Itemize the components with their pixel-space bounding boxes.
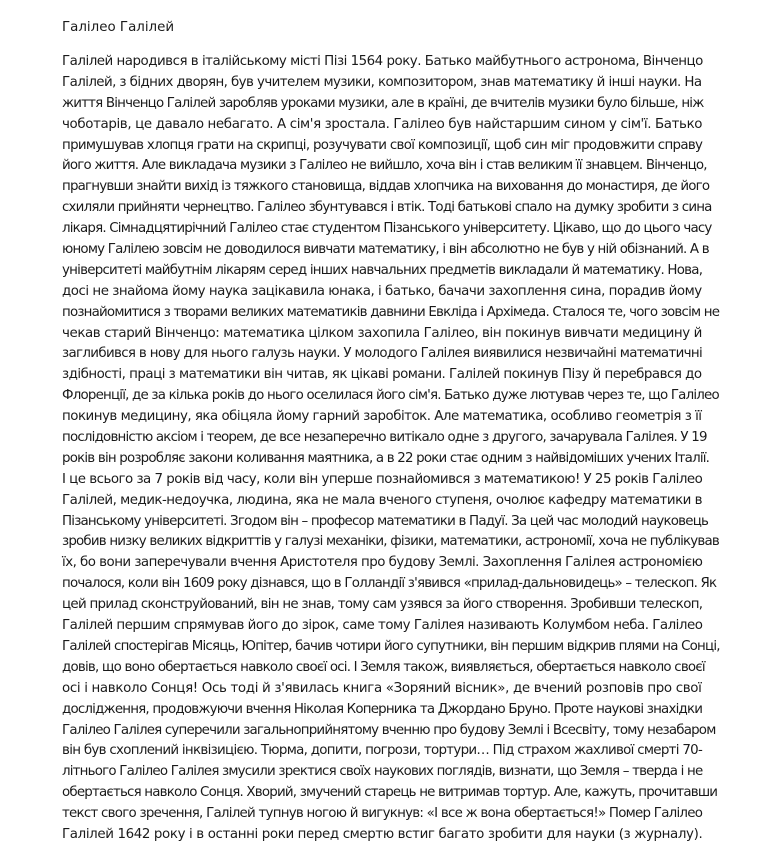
text-line: схиляли прийняти чернецтво. Галілео збунтувався і втік. Тоді батькові спало на думку зробити з сина bbox=[62, 200, 712, 216]
document-title: Галілео Галілей bbox=[62, 20, 175, 35]
text-line: літнього Галілео Галілея змусили зректися своїх наукових поглядів, визнати, що Земля – тверда і не bbox=[62, 764, 703, 780]
text-line: Галілей народився в італійському місті Пізі 1564 року. Батько майбутнього астронома, Вінченцо bbox=[62, 54, 703, 69]
text-line: університеті майбутнім лікарям серед інших навчальних предметів викладали й математику. Нова, bbox=[62, 262, 703, 278]
text-line: Галілей 1642 року і в останні роки перед смертю встиг багато зробити для науки (з журналу). bbox=[62, 826, 703, 842]
text-line: його життя. Але викладача музики з Галілео не вийшло, хоча він і став великим її знавцем. Вінченцо, bbox=[62, 158, 707, 174]
text-line: Галілей, з бідних дворян, був учителем музики, композитором, знав математику й інші науки. На bbox=[62, 74, 702, 90]
text-line: заглибився в нову для нього галузь науки. У молодого Галілея виявилися незвичайні математичні bbox=[62, 346, 703, 362]
text-line: юному Галілею зовсім не доводилося вивчати математику, і він абсолютно не був у ній обізнаний. А в bbox=[62, 242, 709, 258]
text-line: лікаря. Сімнадцятирічний Галілео стає студентом Пізанського університету. Цікаво, що до цього часу bbox=[62, 221, 712, 237]
text-line: чекав старий Вінченцо: математика цілком захопила Галілео, він покинув вивчати медицину й bbox=[62, 325, 702, 341]
text-line: здібності, праці з математики він читав, як цікаві романи. Галілей покинув Пізу й перебрався до bbox=[62, 367, 702, 383]
text-line: зробив низку великих відкриттів у галузі механіки, фізики, математики, астрономії, хоча не публікував bbox=[62, 534, 719, 550]
text-line: досі не знайома йому наука зацікавила юнака, і батько, бачачи захоплення сина, порадив йому bbox=[62, 283, 702, 299]
text-line: дослідження, продовжуючи вчення Ніколая Коперника та Джордано Бруно. Проте наукові знахідки bbox=[62, 701, 703, 717]
text-line: їх, бо вони заперечували вчення Аристотеля про будову Землі. Захоплення Галілея астрономією bbox=[62, 555, 703, 571]
text-line: Галілей першим спрямував його до зірок, саме тому Галілея називають Колумбом неба. Галілео bbox=[62, 618, 703, 634]
text-line: осі і навколо Сонця! Ось тоді й з'явилась книга «Зоряний вісник», де вчений розповів про свої bbox=[62, 680, 702, 696]
text-line: покинув медицину, яка обіцяла йому гарний заробіток. Але математика, особливо геометрія з її bbox=[62, 409, 702, 425]
text-line: І це всього за 7 років від часу, коли він уперше познайомився з математикою! У 25 років Галілео bbox=[62, 471, 703, 487]
text-line: текст свого зречення, Галілей тупнув ногою й вигукнув: «І все ж вона обертається!» Помер Галілео bbox=[62, 806, 703, 822]
text-line: цей прилад сконструйований, він не знав, тому сам узявся за його створення. Зробивши телескоп, bbox=[62, 597, 703, 613]
text-line: примушував хлопця грати на скрипці, розучувати свої композиції, щоб син міг продовжити справу bbox=[62, 137, 703, 153]
text-line: послідовністю аксіом і теорем, де все незаперечно витікало одне з другого, зачарувала Галілея. У 19 bbox=[62, 430, 707, 446]
text-line: Галілео Галілея суперечили загальноприйнятому вченню про будову Землі і Всесвіту, тому незабаром bbox=[62, 722, 716, 738]
text-line: почалося, коли він 1609 року дізнався, що в Голландії з'явився «прилад-дальновидець» – телескоп. Як bbox=[62, 576, 717, 592]
text-line: Галілей, медик-недоучка, людина, яка не мала вченого ступеня, очолює кафедру математики в bbox=[62, 492, 703, 508]
text-line: обертається навколо Сонця. Хворий, змучений старець не витримав тортур. Але, кажуть, прочитавши bbox=[62, 785, 718, 801]
text-line: Пізанському університеті. Згодом він – професор математики в Падуї. За цей час молодий науковець bbox=[62, 513, 709, 529]
text-line: прагнувши знайти вихід із тяжкого становища, віддав хлопчика на виховання до монастиря, де його bbox=[62, 179, 710, 195]
text-line: довів, що воно обертається навколо своєї осі. І Земля також, виявляється, обертається навколо своєї bbox=[62, 659, 705, 675]
text-line: Галілей спостерігав Місяць, Юпітер, бачив чотири його супутники, він першим відкрив плями на Сонці, bbox=[62, 638, 720, 654]
text-line: життя Вінченцо Галілей заробляв уроками музики, але в країні, де вчителів музики було більше, ніж bbox=[62, 95, 704, 111]
text-line: чоботарів, це давало небагато. А сім'я зростала. Галілео був найстаршим сином у сім'ї. Батько bbox=[62, 116, 703, 132]
text-line: він був схоплений інквізицією. Тюрма, допити, погрози, тортури… Під страхом жахливої смерті 70- bbox=[62, 743, 703, 759]
text-line: познайомитися з творами великих математиків давнини Евкліда і Архімеда. Сталося те, чого зовсім не bbox=[62, 304, 720, 320]
text-line: років він розробляє закони коливання маятника, а в 22 роки стає одним з найвідоміших учених Італії. bbox=[62, 450, 710, 466]
document-body[interactable] bbox=[62, 52, 720, 846]
text-line: Флоренції, де за кілька років до нього оселилася його сім'я. Батько дуже лютував через те, що Галілео bbox=[62, 388, 719, 404]
